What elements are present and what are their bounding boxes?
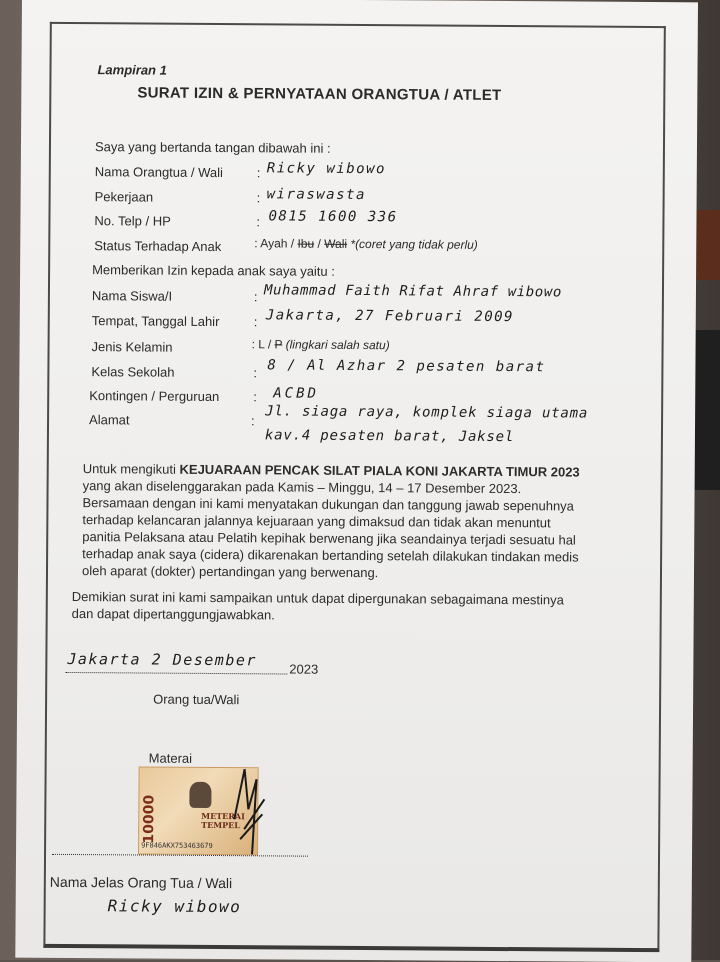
name-label: Nama Jelas Orang Tua / Wali: [49, 873, 233, 892]
paragraph-line-7: oleh aparat (dokter) pertandingan yang berwenang.: [81, 563, 379, 581]
permission-intro: Memberikan Izin kepada anak saya yaitu :: [92, 262, 335, 279]
birth-colon: :: [253, 314, 258, 330]
event-name: KEJUARAAN PENCAK SILAT PIALA KONI JAKARTA TIMUR 2023: [179, 461, 580, 480]
place-date-handwritten: Jakarta 2 Desember: [67, 649, 258, 670]
gender-label: Jenis Kelamin: [91, 339, 173, 355]
status-ayah: Ayah /: [260, 236, 295, 251]
materai-label: Materai: [148, 750, 193, 766]
paragraph-line-6: terhadap anak saya (cidera) dikarenakan bertanding setelah dilakukan tindakan medis: [82, 546, 579, 565]
paragraph-line-4: terhadap kelancaran jalannya kejuaraan yang dimaksud dan tidak akan menuntut: [82, 512, 551, 531]
student-name-colon: :: [253, 289, 258, 305]
status-note: *(coret yang tidak perlu): [350, 236, 478, 252]
status-slash: /: [317, 236, 321, 251]
paragraph-line-2: yang akan diselenggarakan pada Kamis – Minggu, 14 – 17 Desember 2023.: [82, 478, 522, 497]
status-ibu: Ibu: [297, 236, 315, 251]
student-name-value: Muhammad Faith Rifat Ahraf wibowo: [263, 282, 562, 301]
paragraph-line-3: Bersamaan dengan ini kami menyatakan dukungan dan tanggung jawab sepenuhnya: [82, 495, 574, 514]
paragraph: [82, 460, 580, 582]
phone-label: No. Telp / HP: [94, 213, 171, 229]
phone-colon: :: [256, 214, 261, 230]
gender-p: P: [274, 337, 283, 352]
lampiran-label: Lampiran 1: [97, 62, 167, 78]
occupation-label: Pekerjaan: [94, 189, 154, 205]
birth-value: Jakarta, 27 Februari 2009: [265, 307, 515, 326]
phone-value: 0815 1600 336: [268, 208, 398, 226]
intro-text: Saya yang bertanda tangan dibawah ini :: [94, 139, 331, 156]
contingent-colon: :: [253, 389, 257, 405]
paragraph-line-1: Untuk mengikuti KEJUARAAN PENCAK SILAT PIALA KONI JAKARTA TIMUR 2023: [82, 461, 580, 480]
gender-l: L /: [258, 337, 272, 352]
occupation-value: wiraswasta: [266, 186, 366, 204]
class-label: Kelas Sekolah: [91, 364, 175, 380]
gender-colon: :: [251, 337, 255, 352]
address-colon: :: [251, 413, 255, 429]
contingent-value: ACBD: [273, 385, 320, 402]
status-label: Status Terhadap Anak: [94, 238, 222, 255]
parent-name-colon: :: [256, 165, 261, 181]
closing-line-2: dan dapat dipertanggungjawabkan.: [71, 606, 275, 623]
status-colon: :: [254, 236, 258, 251]
document-paper: [15, 0, 698, 962]
address-label: Alamat: [89, 412, 130, 428]
class-colon: :: [253, 365, 258, 381]
stamp-text: METERAI TEMPEL: [201, 810, 245, 831]
stamp-serial: 9F846AKX753463679: [141, 841, 213, 850]
gender-note: (lingkari salah satu): [285, 337, 390, 353]
address-value-line2: kav.4 pesaten barat, Jaksel: [264, 427, 515, 446]
paragraph-line-5: panitia Pelaksana atau Pelatih kepihak berwenang jika seandainya terjadi sesuatu hal: [82, 529, 576, 548]
class-value: 8 / Al Azhar 2 pesaten barat: [267, 357, 546, 376]
closing-line-1: Demikian surat ini kami sampaikan untuk dapat dipergunakan sebagaimana mestinya: [71, 589, 564, 608]
address-value-line1: Jl. siaga raya, komplek siaga utama: [265, 403, 589, 422]
signature-scribble: [204, 759, 285, 870]
document-title: SURAT IZIN & PERNYATAAN ORANGTUA / ATLET: [137, 84, 502, 104]
parent-name-value: Ricky wibowo: [266, 160, 387, 178]
gender-values: [252, 337, 390, 352]
contingent-label: Kontingen / Perguruan: [89, 388, 220, 405]
stamp-value: 10000: [141, 794, 158, 844]
date-year: 2023: [289, 661, 319, 677]
occupation-colon: :: [256, 190, 261, 206]
student-name-label: Nama Siswa/I: [91, 288, 173, 304]
status-values: [254, 236, 478, 252]
signer-name-handwritten: Ricky wibowo: [107, 896, 242, 917]
closing: [72, 588, 564, 625]
status-wali: Wali: [324, 236, 348, 251]
parent-name-label: Nama Orangtua / Wali: [94, 164, 223, 181]
signer-role: Orang tua/Wali: [153, 691, 240, 708]
birth-label: Tempat, Tanggal Lahir: [91, 313, 220, 330]
